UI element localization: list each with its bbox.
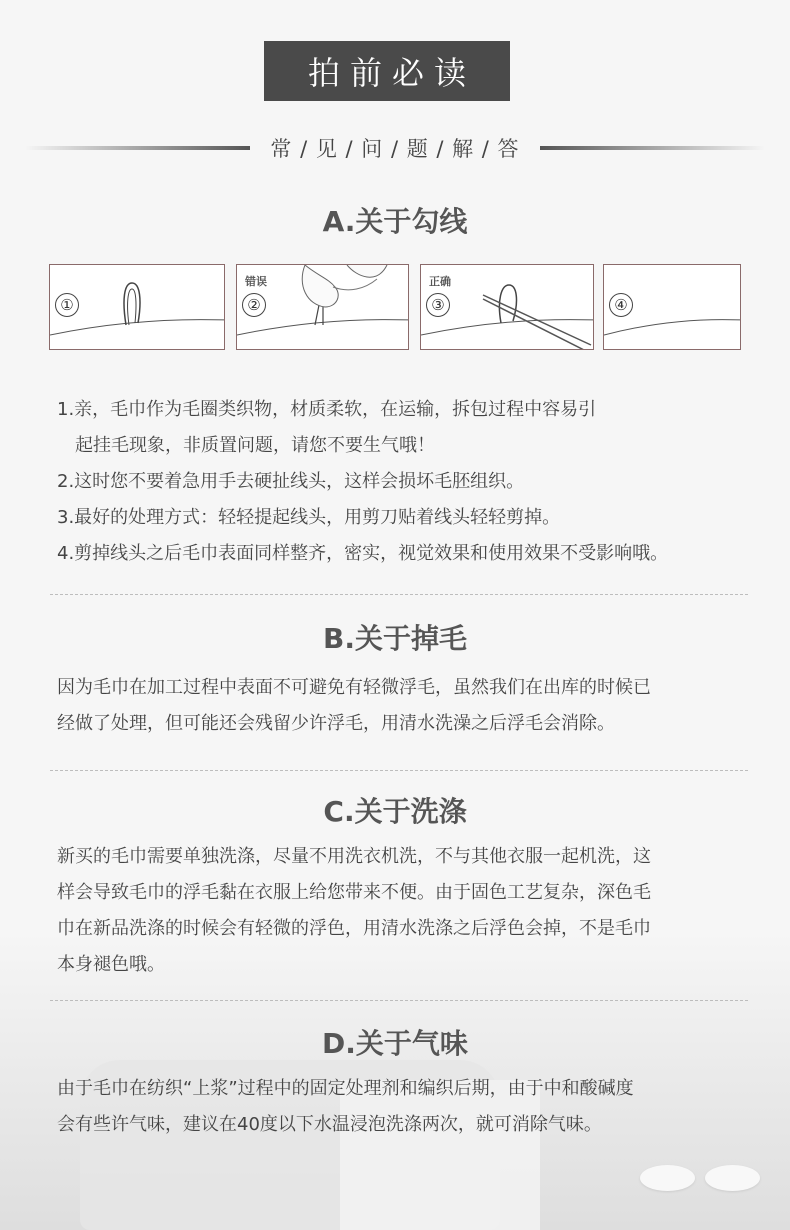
subtitle-row (25, 130, 765, 166)
text-line: 1.亲，毛巾作为毛圈类织物，材质柔软，在运输，拆包过程中容易引 (57, 399, 597, 420)
text-line: 4.剪掉线头之后毛巾表面同样整齐，密实，视觉效果和使用效果不受影响哦。 (57, 543, 669, 564)
section-b-title: B.关于掉毛 (323, 622, 467, 655)
step-panel-1 (49, 264, 225, 350)
slipper-shape (705, 1165, 760, 1191)
text-line: 起挂毛现象，非质置问题，请您不要生气哦！ (75, 435, 435, 456)
step-panel-3 (420, 264, 594, 350)
page-title: 拍前必读 (264, 41, 510, 101)
step-panel-2 (236, 264, 409, 350)
section-d-title: D.关于气味 (322, 1027, 468, 1060)
step-number: ③ (426, 293, 450, 317)
text-line: 经做了处理，但可能还会残留少许浮毛，用清水洗澡之后浮毛会消除。 (57, 713, 615, 734)
text-line: 新买的毛巾需要单独洗涤，尽量不用洗衣机洗，不与其他衣服一起机洗，这 (57, 846, 651, 867)
text-line: 本身褪色哦。 (57, 954, 165, 975)
section-a-text (57, 392, 668, 572)
step-number: ④ (609, 293, 633, 317)
dashed-divider (50, 594, 748, 595)
section-c-text (57, 839, 651, 983)
text-line: 会有些许气味，建议在40度以下水温浸泡洗涤两次，就可消除气味。 (57, 1114, 602, 1135)
text-line: 2.这时您不要着急用手去硬扯线头，这样会损坏毛胚组织。 (57, 471, 525, 492)
text-line: 3.最好的处理方式：轻轻提起线头，用剪刀贴着线头轻轻剪掉。 (57, 507, 561, 528)
divider-left (25, 146, 250, 150)
step-number: ① (55, 293, 79, 317)
text-line: 因为毛巾在加工过程中表面不可避免有轻微浮毛，虽然我们在出库的时候已 (57, 677, 651, 698)
dashed-divider (50, 1000, 748, 1001)
section-d-text (57, 1071, 634, 1143)
text-line: 样会导致毛巾的浮毛黏在衣服上给您带来不便。由于固色工艺复杂，深色毛 (57, 882, 651, 903)
text-line: 由于毛巾在纺织“上浆”过程中的固定处理剂和编织后期，由于中和酸碱度 (57, 1078, 634, 1099)
slipper-shape (640, 1165, 695, 1191)
step-number: ② (242, 293, 266, 317)
subtitle: 常 / 见 / 问 / 题 / 解 / 答 (270, 137, 520, 161)
section-b-text (57, 670, 651, 742)
text-line: 巾在新品洗涤的时候会有轻微的浮色，用清水洗涤之后浮色会掉，不是毛巾 (57, 918, 651, 939)
step-tag: 正确 (429, 275, 451, 288)
divider-right (540, 146, 765, 150)
step-panel-4 (603, 264, 741, 350)
section-a-title: A.关于勾线 (322, 205, 468, 238)
section-c-title: C.关于洗涤 (323, 795, 467, 828)
step-tag: 错误 (245, 275, 267, 288)
dashed-divider (50, 770, 748, 771)
